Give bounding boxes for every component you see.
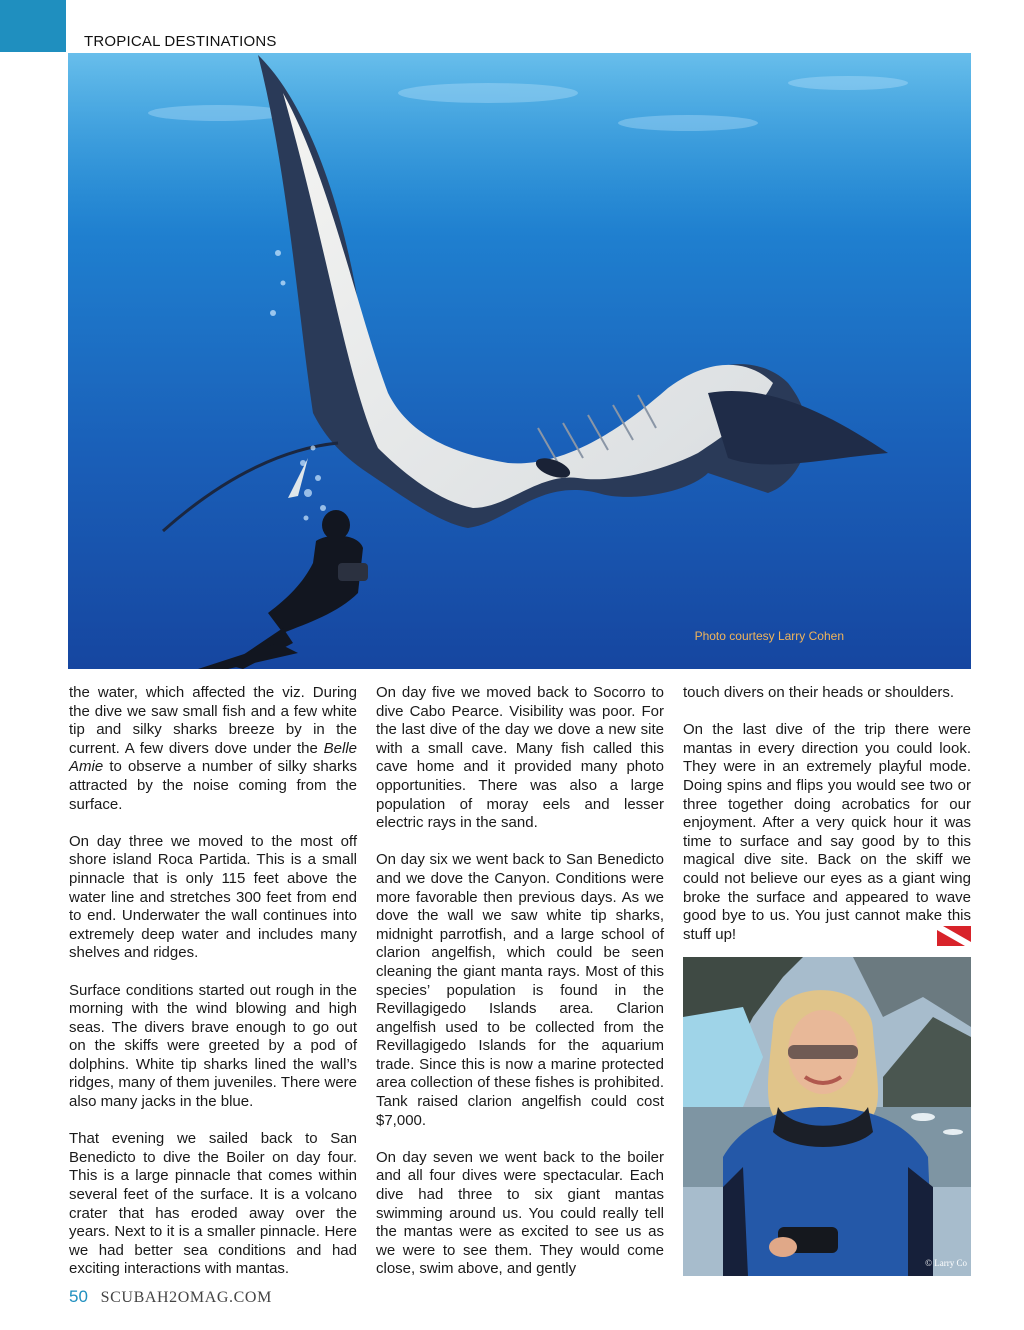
paragraph: Surface conditions started out rough in the morning with the wind blowing and high seas. The divers brave enough to go out on the skiffs were greeted by a pod of dolphins. White tip sharks lined the wall’s ridges, many of them juveniles. There were also many jacks in the blue.	[69, 981, 357, 1111]
paragraph-text: On the last dive of the trip there were mantas in every direction you could look. They were in an extremely playful mode. Doing spins and flips you would see two or three together doing acrobatics for our enjoyment. After a very quick hour it was time to surface and say good by to this magical dive site. Back on the skiff we could not believe our eyes as a giant wing broke the surface and appeared to wave good bye to us. You just cannot make this stuff up!	[683, 721, 971, 943]
paragraph	[69, 684, 357, 814]
portrait-illustration	[683, 957, 971, 1276]
paragraph: That evening we sailed back to San Benedicto to dive the Boiler on day four. This is a large pinnacle that comes within several feet of the surface. It is a volcano crater that has eroded away over the years. Next to it is a smaller pinnacle. Here we had better sea conditions and had exciting interactions with mantas.	[69, 1130, 357, 1278]
dive-flag-icon	[937, 926, 971, 946]
page-footer	[69, 1287, 272, 1307]
hero-photo-manta	[68, 53, 971, 669]
diver-figure	[198, 510, 368, 669]
photo-credit: Photo courtesy Larry Cohen	[694, 629, 844, 643]
paragraph: touch divers on their heads or shoulders.	[683, 684, 954, 701]
magazine-url[interactable]: SCUBAH2OMAG.COM	[100, 1289, 272, 1306]
article-column-2	[376, 684, 664, 1298]
page-number: 50	[69, 1287, 88, 1306]
portrait-credit: © Larry Co	[925, 1258, 967, 1268]
paragraph: On day six we went back to San Benedicto and we dove the Canyon. Conditions were more favorable then previous days. As we dove the wall we saw white tip sharks, midnight parrotfish, and a large school of clarion angelfish, which could be seen cleaning the giant manta rays. Most of this species’ population is found in the Revillagigedo Islands area. Clarion angelfish used to be collected from the Revillagigedo Islands for the aquarium trade. Since this is now a marine protected area collection of these fishes is prohibited. Tank raised clarion angelfish could cost $7,000.	[376, 851, 664, 1129]
portrait-photo	[683, 957, 971, 1276]
corner-color-tab	[0, 0, 66, 52]
paragraph-text-part-2: to observe a number of silky sharks attracted by the noise coming from the surface.	[69, 758, 357, 813]
paragraph: On day three we moved to the most off shore island Roca Partida. This is a small pinnacle that is only 115 feet above the water line and stretches 300 feet from end to end. Underwater the wall continues into extremely deep water and includes many shelves and ridges.	[69, 832, 357, 962]
paragraph-text-part-1: the water, which affected the viz. During the dive we saw small fish and a few white tip and silky sharks breeze by in the current. A few divers dove under the	[69, 684, 357, 757]
paragraph: On day five we moved back to Socorro to dive Cabo Pearce. Visibility was poor. For the last dive of the day we dove a new site with a small cave. Many fish called this cave home and it provided many photo opportunities. There was also a large population of moray eels and lesser electric rays in the sand.	[376, 684, 664, 832]
section-title: TROPICAL DESTINATIONS	[84, 33, 277, 50]
vessel-name: Belle Amie	[69, 739, 357, 776]
article-column-1	[69, 684, 357, 1298]
article-column-3	[683, 684, 971, 952]
paragraph	[683, 721, 971, 944]
manta-illustration	[68, 53, 971, 669]
paragraph: On day seven we went back to the boiler and all four dives were spectacular. Each dive had three to six giant mantas swimming around us. You could really tell the mantas were as excited to see us as we were to see them. They would come close, swim above, and gently	[376, 1148, 664, 1278]
